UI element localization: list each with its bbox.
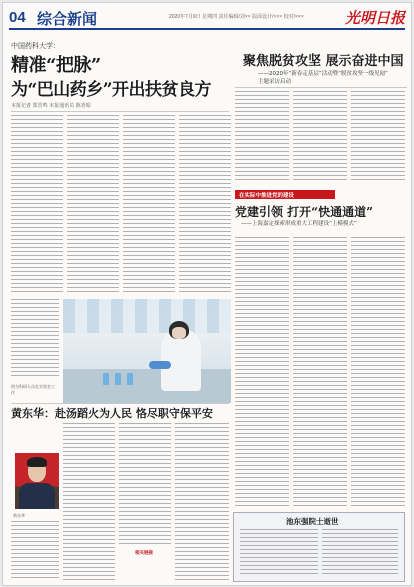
section-banner xyxy=(235,190,335,199)
top-right-subhead-1: ——2020年“新春走基层”活动暨“脱贫攻坚一线见闻” xyxy=(258,71,388,77)
lead-headline-line1: 精准“把脉” xyxy=(11,55,101,76)
body-text-column xyxy=(351,237,405,507)
page-header xyxy=(9,7,405,29)
newspaper-logo: 光明日报 xyxy=(344,9,405,27)
body-text-column xyxy=(11,521,59,581)
body-text-column xyxy=(322,529,398,577)
body-text-column xyxy=(67,115,119,295)
banner-label: 在实际中推进党的建设 xyxy=(239,193,295,199)
portrait-photo xyxy=(15,453,59,509)
header-rule xyxy=(9,28,405,30)
hero-headline: 黄东华：赴汤蹈火为人民 恪尽职守保平安 xyxy=(11,407,213,420)
top-right-headline: 聚焦脱贫攻坚 展示奋进中国 xyxy=(243,54,404,69)
header-meta: 2020年7月9日 星期四 责任编辑/刘×× 版面设计/××× 校对/××× xyxy=(169,14,304,20)
lead-byline: 本报记者 郑晋鸣 本报通讯员 陈喜昭 xyxy=(11,103,91,109)
side-note-title: 相关链接 xyxy=(135,551,153,556)
body-text-column xyxy=(351,91,405,183)
obituary-title: 池东强院士逝世 xyxy=(286,517,339,526)
lead-headline-line2: 为“巴山药乡”开出扶贫良方 xyxy=(11,80,212,100)
page-number: 04 xyxy=(9,9,26,26)
body-text-column xyxy=(235,91,289,183)
party-headline: 党建引领 打开“快通通道” xyxy=(235,205,373,219)
body-text-column xyxy=(240,529,318,577)
body-text-column xyxy=(119,423,171,545)
body-text-column xyxy=(11,299,59,379)
portrait-caption: 黄东华 xyxy=(13,513,25,518)
body-text-column xyxy=(123,115,175,295)
top-right-subhead-2: 主题采访启动 xyxy=(258,79,292,85)
section-title: 综合新闻 xyxy=(37,10,98,28)
newspaper-page xyxy=(2,2,412,586)
divider xyxy=(11,403,229,404)
party-subhead: ——上海嘉定探索形成重大工程建设“上模模式” xyxy=(241,221,357,227)
lab-photo xyxy=(63,299,231,403)
body-text-column xyxy=(235,237,289,507)
body-text-column xyxy=(179,115,231,295)
body-text-column xyxy=(63,423,115,581)
side-note xyxy=(135,550,227,572)
divider xyxy=(235,87,407,88)
divider xyxy=(11,111,229,112)
lead-kicker: 中国药科大学： xyxy=(11,42,60,50)
body-text-column xyxy=(11,115,63,295)
photo-caption: 图为科研人员在实验室工作 xyxy=(11,384,55,395)
obituary-box xyxy=(233,512,405,582)
body-text-column xyxy=(293,91,347,183)
body-text-column xyxy=(293,237,347,507)
